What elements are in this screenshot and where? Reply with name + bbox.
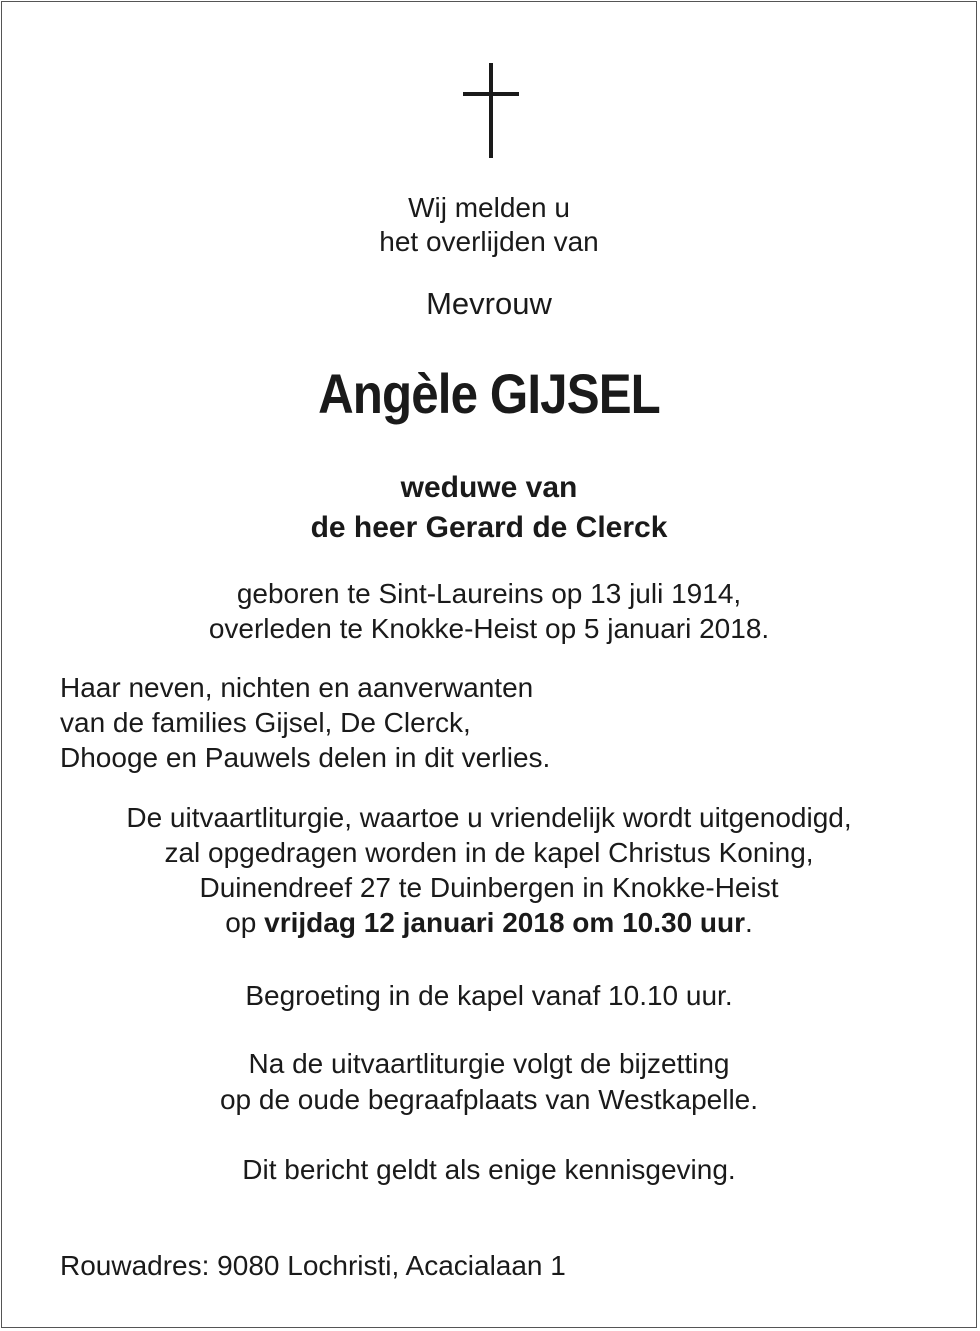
- salutation: Mevrouw: [426, 286, 552, 321]
- liturgy-line-2: zal opgedragen worden in de kapel Christus Koning,: [164, 837, 814, 868]
- family-line-3: Dhooge en Pauwels delen in dit verlies.: [60, 742, 551, 773]
- address-line: Rouwadres: 9080 Lochristi, Acacialaan 1: [60, 1250, 566, 1281]
- family-line-2: van de families Gijsel, De Clerck,: [60, 707, 471, 738]
- intro-line-2: het overlijden van: [379, 226, 599, 257]
- liturgy-date: vrijdag 12 januari 2018 om 10.30 uur: [264, 907, 746, 938]
- intro-line-1: Wij melden u: [408, 192, 570, 223]
- liturgy-line-3: Duinendreef 27 te Duinbergen in Knokke-Heist: [199, 872, 779, 903]
- liturgy-date-suffix: .: [745, 907, 753, 938]
- greeting-line: Begroeting in de kapel vanaf 10.10 uur.: [245, 980, 733, 1011]
- family-line-1: Haar neven, nichten en aanverwanten: [60, 672, 534, 703]
- burial-line-2: op de oude begraafplaats van Westkapelle.: [219, 1084, 759, 1115]
- liturgy-line-1: De uitvaartliturgie, waartoe u vriendelijk wordt uitgenodigd,: [126, 802, 852, 833]
- burial-line-1: Na de uitvaartliturgie volgt de bijzetting: [248, 1048, 730, 1079]
- liturgy-date-line: [0, 906, 978, 940]
- relation-line-2: de heer Gerard de Clerck: [310, 511, 668, 544]
- birth-line: geboren te Sint-Laureins op 13 juli 1914,: [236, 578, 742, 609]
- relation-line-1: weduwe van: [400, 471, 578, 504]
- announcement-line: Dit bericht geldt als enige kennisgeving.: [242, 1154, 736, 1185]
- liturgy-date-prefix: op: [225, 907, 265, 938]
- cross-icon: [463, 63, 519, 158]
- deceased-name: Angèle GIJSEL: [318, 362, 660, 425]
- death-line: overleden te Knokke-Heist op 5 januari 2018.: [208, 613, 770, 644]
